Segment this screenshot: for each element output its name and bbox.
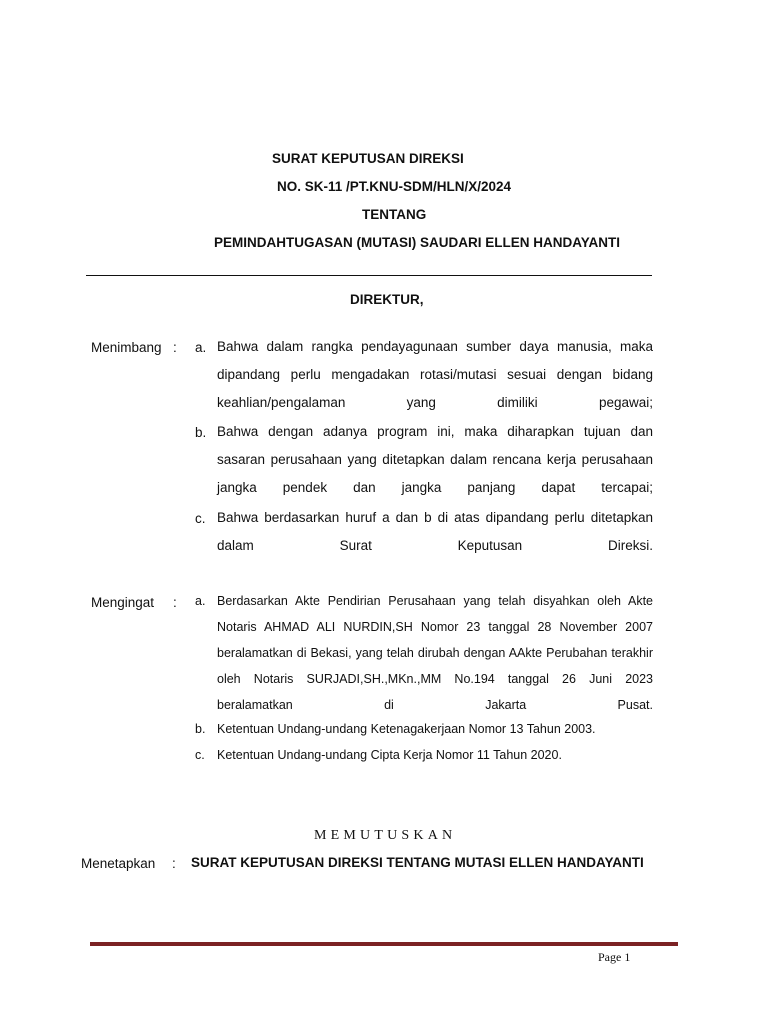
menetapkan-colon: : [172,856,176,871]
menimbang-marker-a: a. [195,340,207,355]
menetapkan-label: Menetapkan [81,856,156,871]
document-title: SURAT KEPUTUSAN DIREKSI [272,151,464,166]
mengingat-marker-a: a. [195,594,206,608]
mengingat-marker-c: c. [195,748,205,762]
menimbang-marker-b: b. [195,425,207,440]
header-divider [86,275,652,276]
mengingat-marker-b: b. [195,722,206,736]
menimbang-colon: : [173,340,177,355]
memutuskan-heading: MEMUTUSKAN [314,828,457,843]
menimbang-marker-c: c. [195,511,206,526]
mengingat-item-b: Ketentuan Undang-undang Ketenagakerjaan Nomor 13 Tahun 2003. [217,722,596,736]
page-number: Page 1 [598,950,631,964]
document-subject: PEMINDAHTUGASAN (MUTASI) SAUDARI ELLEN HANDAYANTI [214,235,621,250]
footer-rule [90,942,678,946]
mengingat-item-a: Berdasarkan Akte Pendirian Perusahaan yang telah disyahkan oleh Akte Notaris AHMAD ALI NURDIN,SH Nomor 23 tanggal 28 November 2007 beralamatkan di Bekasi, yang telah dirubah dengan AAkte Perubahan terakhir oleh Notaris SURJADI,SH.,MKn.,MM No.194 tanggal 26 Juni 2023 beralamatkan di Jakarta Pusat. [217,594,653,712]
menimbang-label: Menimbang [91,340,162,355]
mengingat-colon: : [173,595,177,610]
mengingat-label: Mengingat [91,595,155,610]
menimbang-item-c: Bahwa berdasarkan huruf a dan b di atas dipandang perlu ditetapkan dalam Surat Keputusan Direksi. [217,510,653,553]
document-number: NO. SK-11 /PT.KNU-SDM/HLN/X/2024 [277,179,512,194]
document-tentang: TENTANG [362,207,427,222]
menetapkan-text: SURAT KEPUTUSAN DIREKSI TENTANG MUTASI ELLEN HANDAYANTI [191,855,644,870]
mengingat-item-c: Ketentuan Undang-undang Cipta Kerja Nomor 11 Tahun 2020. [217,748,562,762]
menimbang-item-b: Bahwa dengan adanya program ini, maka diharapkan tujuan dan sasaran perusahaan yang ditetapkan dalam rencana kerja perusahaan jangka pendek dan jangka panjang dapat tercapai; [217,424,653,495]
direktur-heading: DIREKTUR, [350,292,424,307]
menimbang-item-a: Bahwa dalam rangka pendayagunaan sumber daya manusia, maka dipandang perlu mengadakan rotasi/mutasi sesuai dengan bidang keahlian/pengalaman yang dimiliki pegawai; [217,339,653,410]
